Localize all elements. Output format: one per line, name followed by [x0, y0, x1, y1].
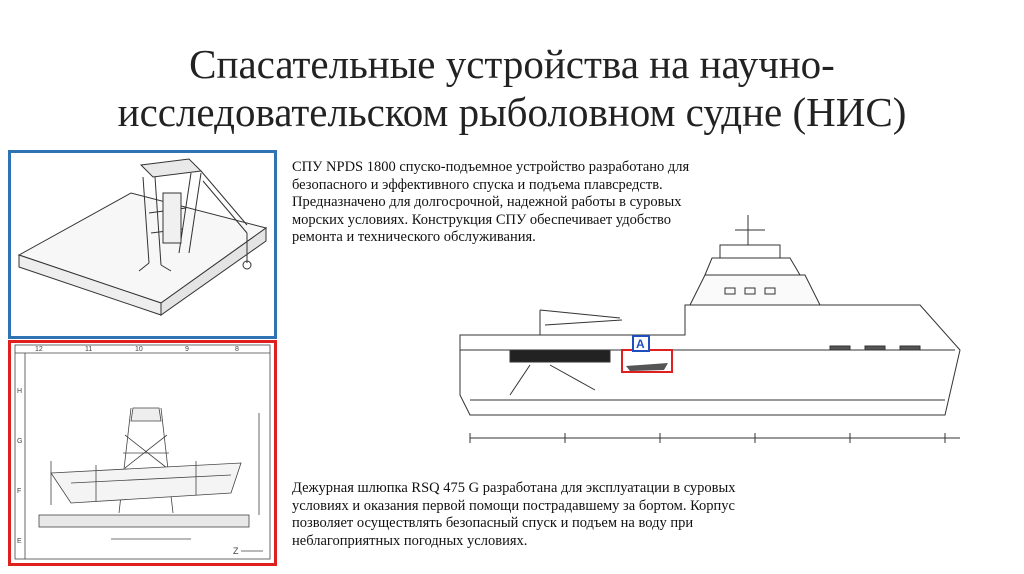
side-letter: F — [17, 488, 22, 495]
research-vessel-profile-drawing — [450, 200, 970, 465]
marker-a-label: A — [636, 337, 645, 351]
vessel-side-view — [450, 200, 970, 465]
side-letter: H — [17, 388, 23, 395]
ruler-label: 12 — [35, 346, 43, 353]
boat-davit-elevation-drawing — [8, 340, 277, 566]
side-letter: E — [17, 538, 22, 545]
axis-z-label: Z — [233, 546, 239, 556]
davit-isometric-illustration — [11, 153, 274, 336]
ruler-label: 8 — [235, 346, 239, 353]
side-letter: G — [17, 438, 23, 445]
ruler-label: 11 — [85, 346, 93, 353]
ruler-label: 10 — [135, 346, 143, 353]
npds-description: СПУ NPDS 1800 спуско-подъемное устройство разработано для безопасного и эффективного спуска и подъема плавсредств. Предназначено для долгосрочной, надежной работы в суровых морских условиях. Конструкция СПУ обеспечивает удобство ремонта и технического обслуживания. — [292, 159, 690, 245]
slide-title: Спасательные устройства на научно-исследовательском рыболовном судне (НИС) — [117, 41, 907, 135]
ruler-label: 9 — [185, 346, 189, 353]
rsq-description: Дежурная шлюпка RSQ 475 G разработана для эксплуатации в суровых условиях и оказания первой помощи пострадавшему за бортом. Корпус позволяет осуществлять безопасный спуск и подъем на воду при неблагоприятных погодных условиях. — [292, 480, 736, 549]
davit-isometric-drawing — [8, 150, 277, 339]
davit-elevation-illustration — [11, 343, 274, 563]
